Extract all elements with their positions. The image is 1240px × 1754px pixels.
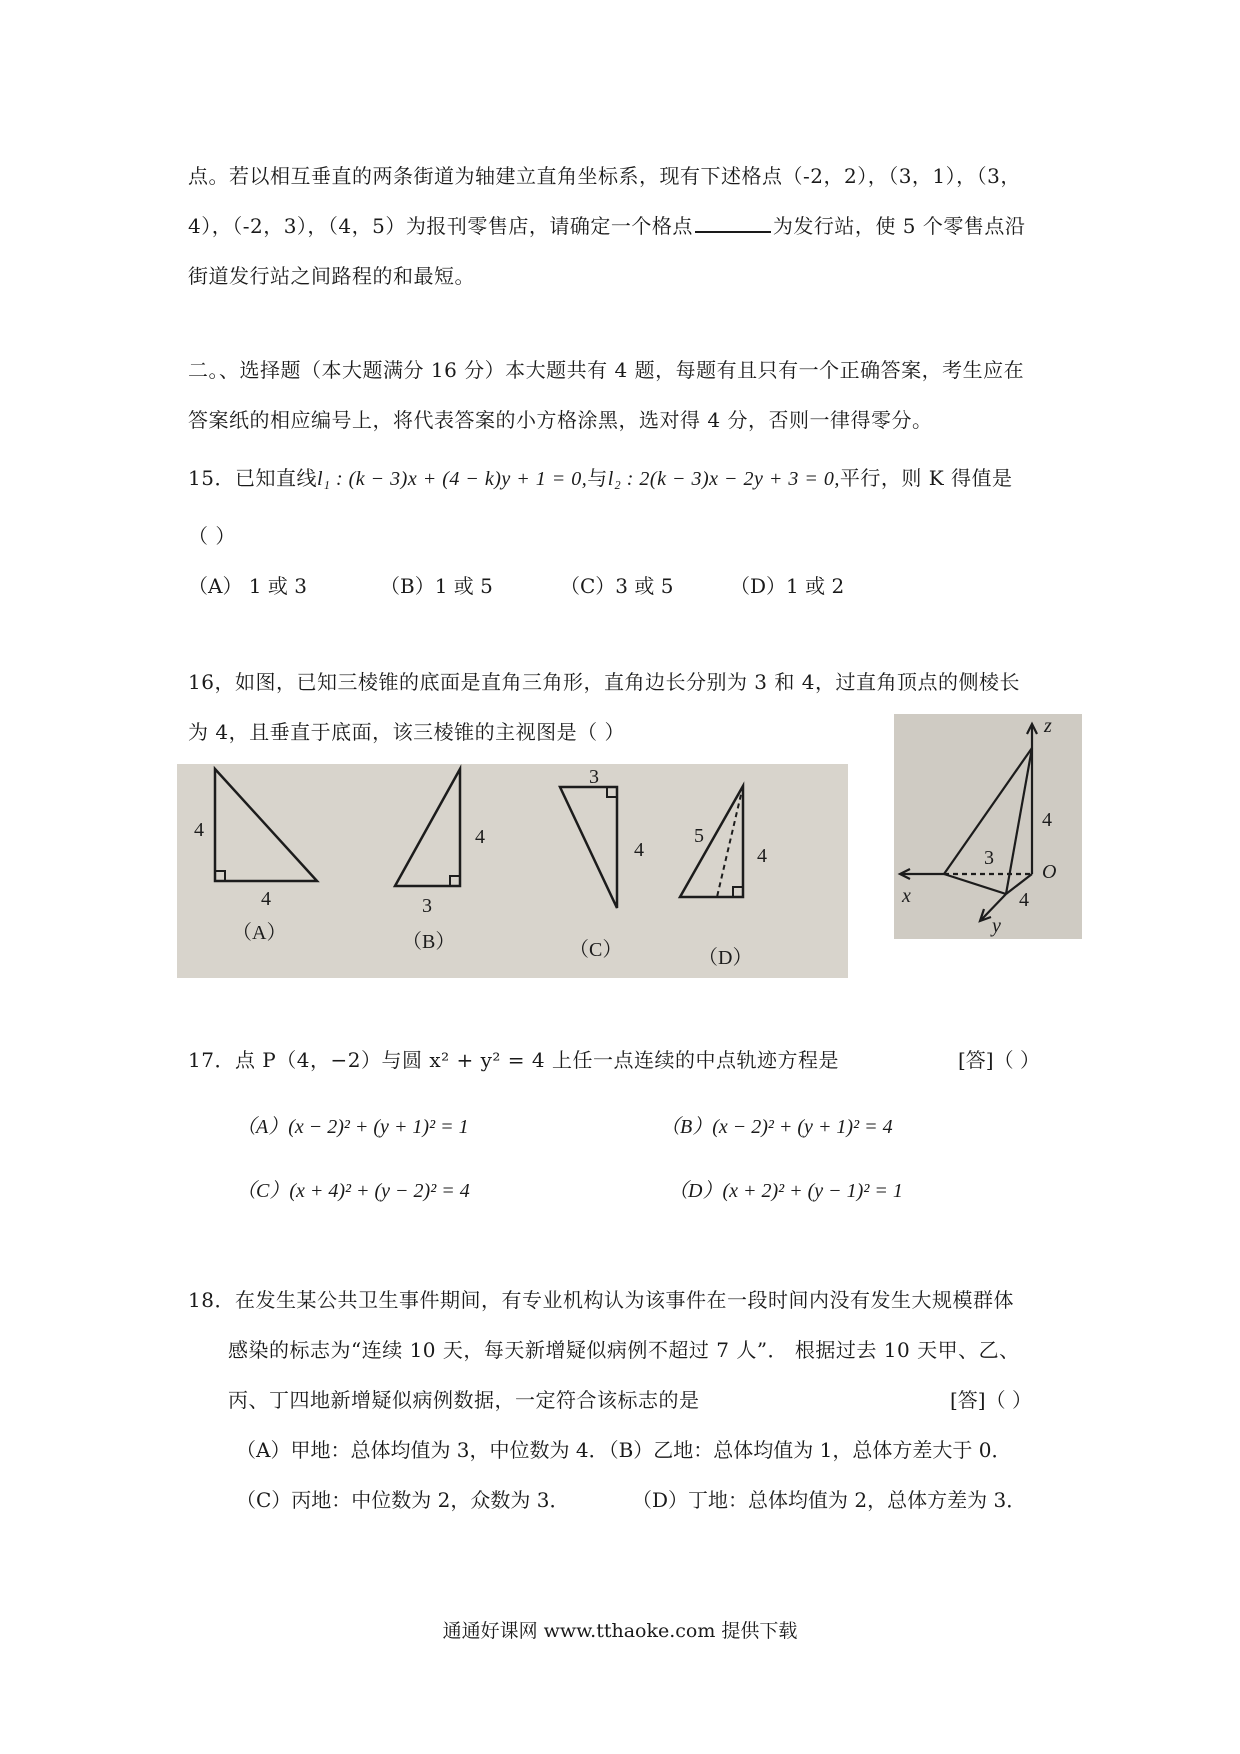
q16-solid-height: 4: [1042, 809, 1052, 831]
q17-answer-bracket: [答]（ ）: [958, 1048, 1040, 1072]
q16-line-2: 为 4，且垂直于底面，该三棱锥的主视图是（ ）: [188, 720, 625, 744]
q18-line-3: 丙、丁四地新增疑似病例数据，一定符合该标志的是: [228, 1388, 700, 1412]
q16-solid-x-label: x: [902, 885, 911, 907]
q15-mid: 与: [587, 466, 608, 490]
q15-paren: （ ）: [188, 524, 236, 548]
q16-solid-leg-4: 4: [1019, 889, 1029, 911]
intro-line-2: [188, 210, 1025, 239]
q15-option-c: （C）3 或 5: [560, 574, 674, 598]
q16-figure-d-side: 4: [757, 845, 767, 867]
q15-option-b: （B）1 或 5: [380, 574, 493, 598]
q16-figure-c-label: （C）: [569, 939, 623, 961]
q17-option-a: （A）(x − 2)² + (y + 1)² = 1: [236, 1116, 469, 1138]
q16-figure-c-side: 4: [634, 839, 644, 861]
q16-solid-photo: [894, 714, 1082, 939]
q15-prefix: 15．已知直线: [188, 466, 317, 490]
intro-line-2-a: 4），（-2，3），（4，5）为报刊零售店，请确定一个格点: [188, 214, 693, 238]
q16-figure-d-label: （D）: [698, 947, 753, 969]
q17-option-b: （B）(x − 2)² + (y + 1)² = 4: [660, 1116, 893, 1138]
answer-blank: [695, 213, 771, 233]
q15-eq1: l₁ : (k − 3)x + (4 − k)y + 1 = 0,: [316, 468, 588, 490]
q15-stem: [188, 462, 1013, 491]
q16-figure-b-base: 3: [422, 895, 432, 917]
q17-option-d: （D）(x + 2)² + (y − 1)² = 1: [668, 1180, 903, 1202]
q15-eq2: l₂ : 2(k − 3)x − 2y + 3 = 0,: [607, 468, 840, 490]
q16-solid-leg-3: 3: [984, 847, 994, 869]
q16-figure-a-base: 4: [261, 888, 271, 910]
page-footer: 通通好课网 www.tthaoke.com 提供下载: [442, 1620, 798, 1642]
q17-option-c: （C）(x + 4)² + (y − 2)² = 4: [236, 1180, 470, 1202]
q18-option-d: （D）丁地：总体均值为 2，总体方差为 3．: [632, 1488, 1027, 1512]
q15-suffix: 平行，则 K 得值是: [839, 466, 1013, 490]
q16-figure-b-label: （B）: [402, 931, 456, 953]
q17-stem: 17．点 P（4，−2）与圆 x² + y² = 4 上任一点连续的中点轨迹方程是: [188, 1048, 839, 1072]
q15-option-d: （D）1 或 2: [730, 574, 845, 598]
q16-solid-y-label: y: [992, 915, 1001, 937]
intro-line-2-b: 为发行站，使 5 个零售点沿: [772, 214, 1026, 238]
section2-line-2: 答案纸的相应编号上，将代表答案的小方格涂黑，选对得 4 分，否则一律得零分。: [188, 408, 933, 432]
q16-figure-c-top: 3: [589, 766, 599, 788]
q18-line-2: 感染的标志为“连续 10 天，每天新增疑似病例不超过 7 人”． 根据过去 10 天甲、乙、: [228, 1338, 1020, 1362]
q16-figure-a-label: （A）: [232, 922, 287, 944]
section2-line-1: 二。、选择题（本大题满分 16 分）本大题共有 4 题，每题有且只有一个正确答案，考生应在: [188, 358, 1025, 382]
q16-figure-b-side: 4: [475, 826, 485, 848]
q16-solid-origin: O: [1042, 861, 1057, 883]
q16-solid-z-label: z: [1044, 715, 1052, 737]
intro-line-1: 点。若以相互垂直的两条街道为轴建立直角坐标系，现有下述格点（-2，2），（3，1），（3，: [188, 164, 1021, 188]
q16-figure-a-side: 4: [194, 819, 204, 841]
q15-option-a: （A） 1 或 3: [188, 574, 307, 598]
q16-line-1: 16，如图，已知三棱锥的底面是直角三角形，直角边长分别为 3 和 4，过直角顶点的侧棱长: [188, 670, 1020, 694]
q18-option-c: （C）丙地：中位数为 2，众数为 3．: [236, 1488, 570, 1512]
q18-line-1: 18．在发生某公共卫生事件期间，有专业机构认为该事件在一段时间内没有发生大规模群体: [188, 1288, 1014, 1312]
q16-figure-d-slant: 5: [694, 825, 704, 847]
q16-options-photo: [177, 764, 848, 978]
q18-option-a-b: （A）甲地：总体均值为 3，中位数为 4．（B）乙地：总体均值为 1，总体方差大于 0．: [236, 1438, 1012, 1462]
q18-answer-bracket: [答]（ ）: [950, 1388, 1032, 1412]
intro-line-3: 街道发行站之间路程的和最短。: [188, 264, 475, 288]
